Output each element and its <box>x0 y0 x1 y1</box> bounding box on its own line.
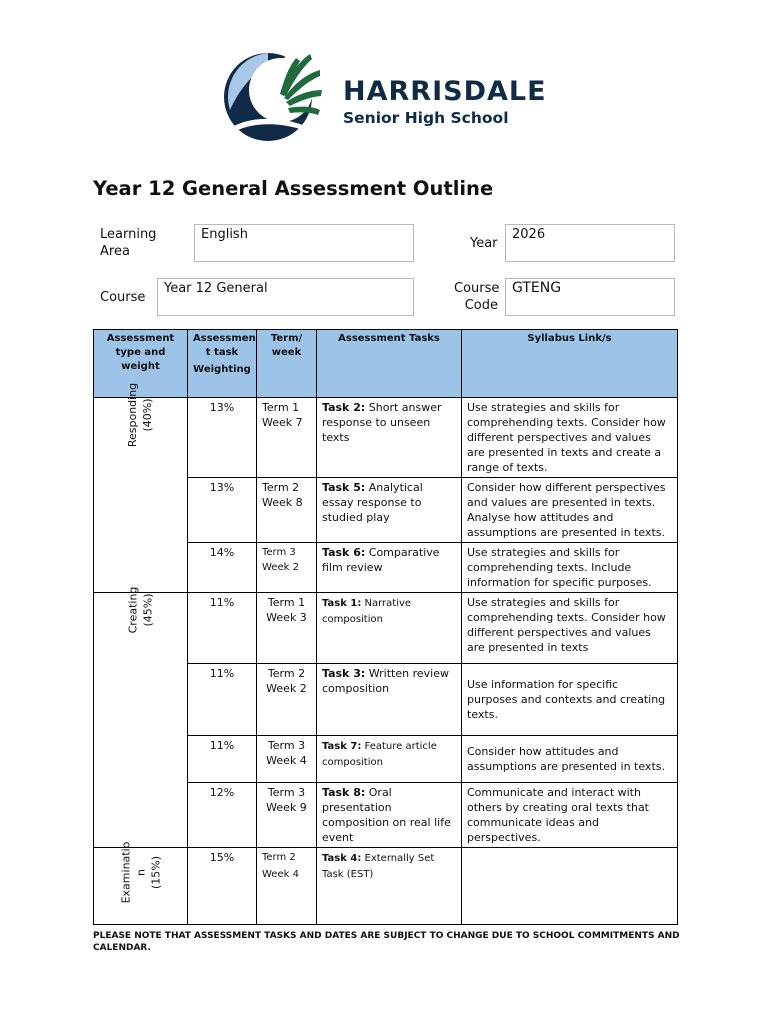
term: Term 2 <box>262 852 296 863</box>
assessment-task <box>317 783 462 848</box>
term: Term 3 <box>267 786 306 799</box>
week: Week 9 <box>266 801 307 814</box>
term: Term 1 <box>267 596 306 609</box>
header-task-weighting <box>188 330 257 398</box>
header-assessment-tasks: Assessment Tasks <box>317 330 462 398</box>
term-week <box>257 543 317 593</box>
task-weighting: 13% <box>188 398 257 478</box>
assessment-task <box>317 848 462 925</box>
task-description: Externally Set Task (EST) <box>322 853 435 880</box>
term-week <box>257 736 317 783</box>
assessment-type-responding <box>94 382 188 593</box>
task-name: Task 8: <box>322 786 366 799</box>
task-name: Task 5: <box>322 481 366 494</box>
course-code-label-line-1: Course <box>454 281 500 296</box>
type-name-line-1: Examinatio <box>118 841 132 904</box>
task-description: Analytical essay response to studied play <box>322 481 423 524</box>
assessment-table <box>93 329 678 925</box>
week: Week 7 <box>262 416 303 429</box>
type-name: Creating <box>126 586 140 634</box>
term-week <box>257 398 317 478</box>
task-weighting: 13% <box>188 478 257 543</box>
task-weighting: 11% <box>188 593 257 664</box>
type-weight: (40%) <box>141 398 155 432</box>
header-syllabus-links: Syllabus Link/s <box>462 330 678 398</box>
week: Week 4 <box>266 754 307 767</box>
header-assessment-type-line-2: type and weight <box>115 347 166 372</box>
course-field[interactable]: Year 12 General <box>157 278 414 316</box>
year-field[interactable]: 2026 <box>505 224 675 262</box>
term-week <box>257 783 317 848</box>
school-subtitle: Senior High School <box>343 109 509 127</box>
table-row <box>94 593 678 664</box>
learning-area-label-line-2: Area <box>100 244 130 259</box>
assessment-type-examination <box>94 841 188 925</box>
term: Term 3 <box>262 547 296 558</box>
header-task-weighting-line-3: Weighting <box>193 364 251 375</box>
header-task-weighting-line-2: t task <box>205 347 239 358</box>
assessment-task <box>317 398 462 478</box>
table-row <box>94 398 678 478</box>
task-description: Feature article composition <box>322 741 437 768</box>
school-name: HARRISDALE <box>343 76 547 107</box>
task-name: Task 7: <box>322 741 362 752</box>
type-weight: (15%) <box>148 855 162 890</box>
table-row <box>94 848 678 925</box>
learning-area-field[interactable]: English <box>194 224 414 262</box>
task-name: Task 2: <box>322 401 366 414</box>
harrisdale-crest-icon <box>224 50 324 142</box>
syllabus-link: Use strategies and skills for comprehending texts. Consider how different perspectives and values are presented in texts and create a range of texts. <box>462 398 678 478</box>
course-code-label <box>454 280 498 314</box>
header-task-weighting-line-1: Assessmen <box>193 333 256 344</box>
header-term-week-line-2: week <box>271 347 302 358</box>
header-term-week <box>257 330 317 398</box>
task-weighting: 15% <box>188 848 257 925</box>
assessment-task <box>317 478 462 543</box>
term-week <box>257 848 317 925</box>
learning-area-label <box>100 226 156 260</box>
assessment-task <box>317 736 462 783</box>
page-title: Year 12 General Assessment Outline <box>93 177 494 200</box>
type-name: Responding <box>126 382 140 448</box>
type-name-line-2: n <box>133 869 147 876</box>
task-description: Oral presentation composition on real life event <box>322 786 451 844</box>
task-weighting: 11% <box>188 736 257 783</box>
term: Term 2 <box>267 667 306 680</box>
syllabus-link: Use strategies and skills for comprehending texts. Include information for specific purposes. <box>462 543 678 593</box>
syllabus-link: Consider how different perspectives and values are presented in texts. Analyse how attitudes and assumptions are presented in texts. <box>462 478 678 543</box>
course-code-field[interactable]: GTENG <box>505 278 675 316</box>
task-weighting: 14% <box>188 543 257 593</box>
syllabus-link: Use information for specific purposes and contexts and creating texts. <box>462 664 678 736</box>
header-term-week-line-1: Term/ <box>270 333 303 344</box>
term-week <box>257 593 317 664</box>
assessment-type-label <box>118 842 163 904</box>
week: Week 2 <box>266 682 307 695</box>
disclaimer-note: PLEASE NOTE THAT ASSESSMENT TASKS AND DATES ARE SUBJECT TO CHANGE DUE TO SCHOOL COMMITMENTS AND CALENDAR. <box>93 931 680 953</box>
task-name: Task 4: <box>322 853 362 864</box>
task-weighting: 11% <box>188 664 257 736</box>
assessment-task <box>317 593 462 664</box>
table-header-row <box>94 330 678 398</box>
course-code-label-line-2: Code <box>464 298 498 313</box>
task-description: Written review composition <box>322 667 449 695</box>
course-label: Course <box>100 290 146 305</box>
assessment-type-label <box>125 587 155 634</box>
term: Term 1 <box>262 401 300 414</box>
assessment-task <box>317 664 462 736</box>
year-label: Year <box>470 236 498 251</box>
task-weighting: 12% <box>188 783 257 848</box>
assessment-type-label <box>125 383 155 447</box>
assessment-task <box>317 543 462 593</box>
task-name: Task 3: <box>322 667 366 680</box>
task-name: Task 1: <box>322 598 362 609</box>
week: Week 8 <box>262 496 303 509</box>
type-weight: (45%) <box>141 593 155 627</box>
term: Term 3 <box>267 739 306 752</box>
task-description: Narrative composition <box>322 598 412 625</box>
header-assessment-type-line-1: Assessment <box>106 333 175 344</box>
task-name: Task 6: <box>322 546 366 559</box>
term-week <box>257 478 317 543</box>
term: Term 2 <box>262 481 300 494</box>
term-week <box>257 664 317 736</box>
week: Week 4 <box>262 869 299 880</box>
syllabus-link: Consider how attitudes and assumptions are presented in texts. <box>462 736 678 783</box>
task-description: Comparative film review <box>322 546 440 574</box>
syllabus-link: Communicate and interact with others by creating oral texts that communicate ideas and perspectives. <box>462 783 678 848</box>
task-description: Short answer response to unseen texts <box>322 401 442 444</box>
learning-area-label-line-1: Learning <box>100 227 157 242</box>
week: Week 2 <box>262 562 299 573</box>
week: Week 3 <box>266 611 307 624</box>
assessment-type-creating <box>94 586 188 848</box>
syllabus-link: Use strategies and skills for comprehending texts. Consider how different perspectives and values are presented in texts <box>462 593 678 664</box>
syllabus-link <box>462 848 678 925</box>
